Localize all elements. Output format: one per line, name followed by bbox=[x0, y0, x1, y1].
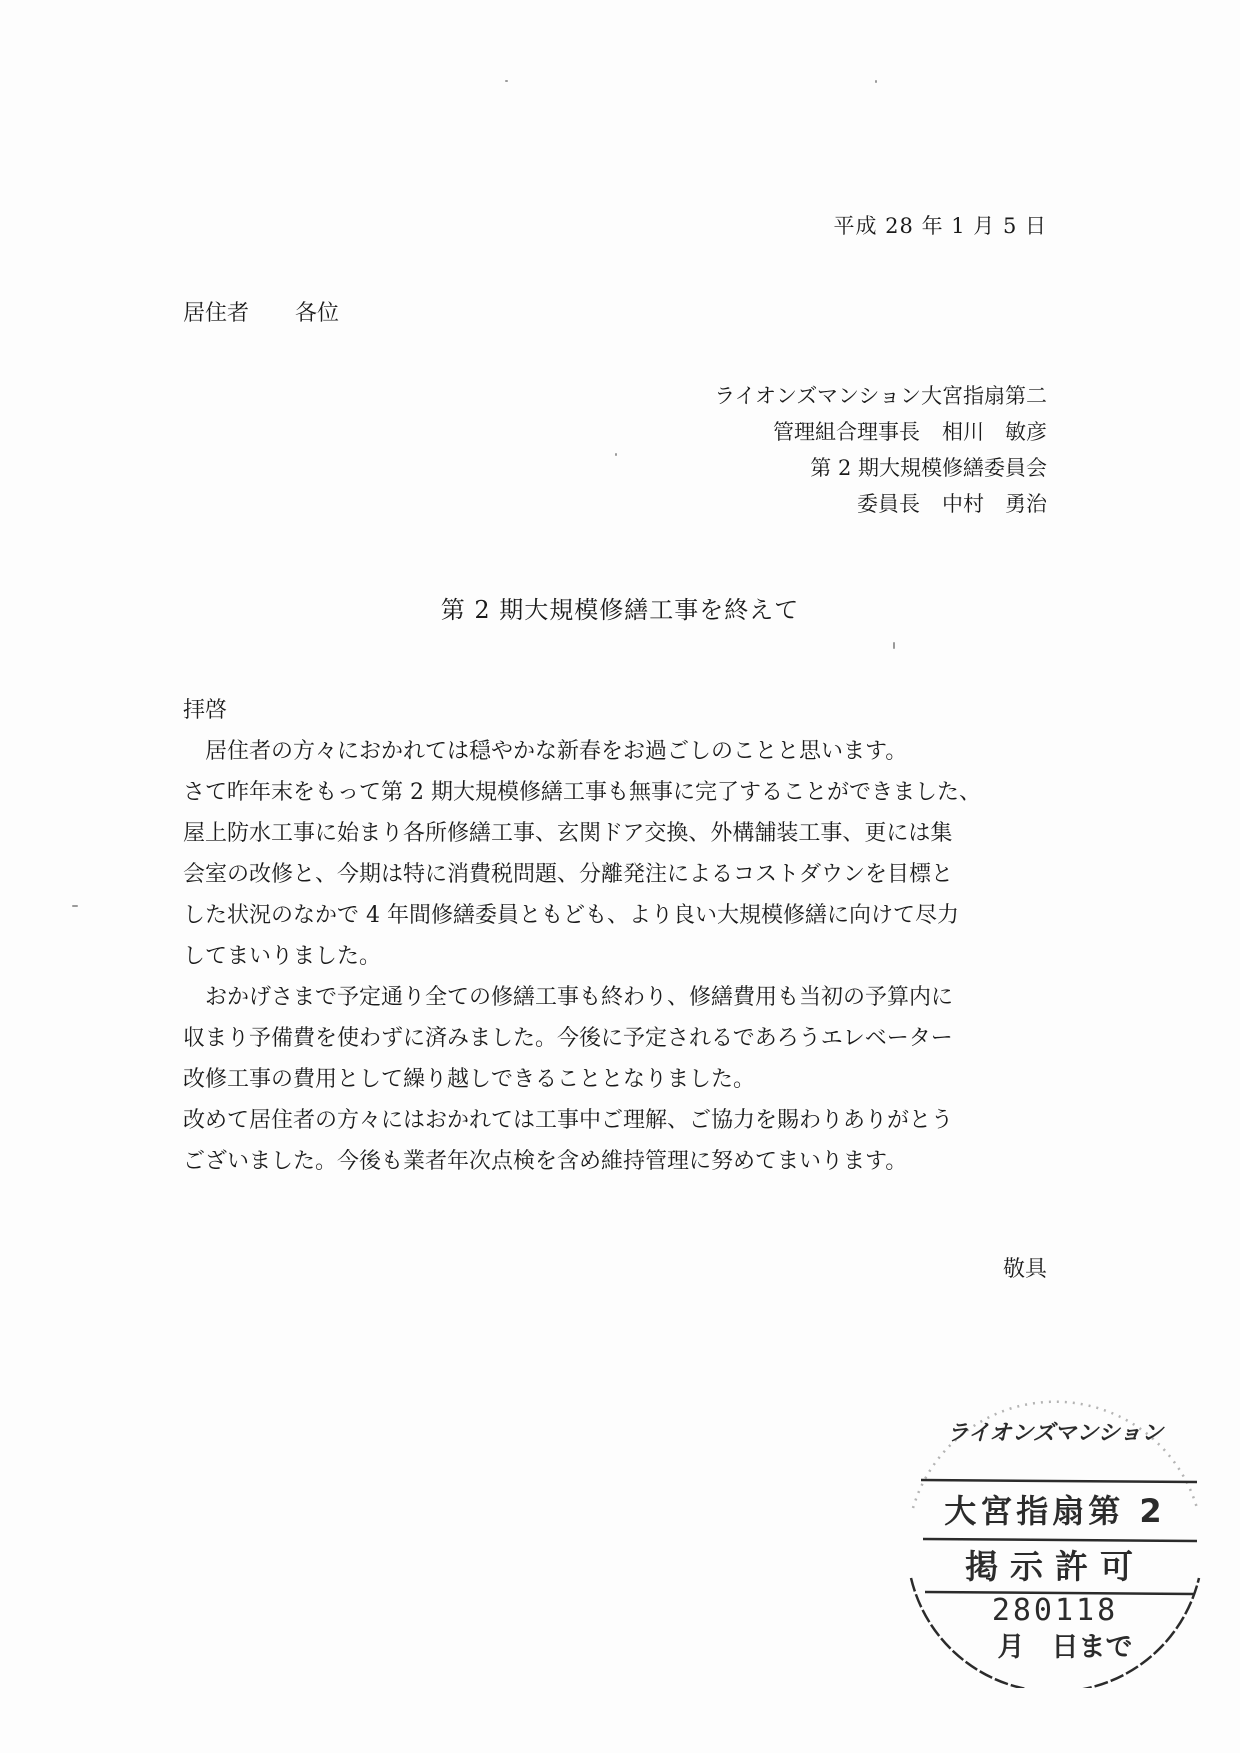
stamp-line1: 大宮指扇第 2 bbox=[944, 1492, 1166, 1530]
stamp-number: 280118 bbox=[991, 1593, 1119, 1628]
letter-date: 平成 28 年 1 月 5 日 bbox=[833, 214, 1047, 238]
scan-speck bbox=[72, 905, 78, 907]
body-line: した状況のなかで 4 年間修繕委員ともども、より良い大規模修繕に向けて尽力 bbox=[183, 903, 959, 928]
scan-speck bbox=[505, 80, 508, 82]
body-line: ございました。今後も業者年次点検を含め維持管理に努めてまいります。 bbox=[183, 1149, 908, 1174]
approval-stamp bbox=[905, 1388, 1205, 1688]
scan-speck bbox=[893, 642, 895, 649]
scan-speck bbox=[875, 80, 877, 83]
sender-block bbox=[714, 378, 1047, 522]
addressee bbox=[183, 296, 339, 327]
stamp-line2: 掲示許可 bbox=[965, 1547, 1145, 1586]
body-line: おかげさまで予定通り全ての修繕工事も終わり、修繕費用も当初の予算内に bbox=[205, 985, 954, 1010]
letter-body bbox=[183, 690, 1063, 1182]
body-line: 拝啓 bbox=[183, 698, 228, 723]
sender-committee-name: 中村 勇治 bbox=[942, 492, 1047, 516]
sender-association: ライオンズマンション大宮指扇第二 bbox=[714, 384, 1047, 408]
sender-chair bbox=[714, 414, 1047, 450]
sender-committee: 第 2 期大規模修繕委員会 bbox=[810, 456, 1047, 480]
body-line: 会室の改修と、今期は特に消費税問題、分離発注によるコストダウンを目標と bbox=[183, 862, 954, 887]
body-line: してまいりました。 bbox=[183, 944, 382, 969]
letter-closing: 敬具 bbox=[1002, 1257, 1047, 1282]
stamp-until: 月 日まで bbox=[997, 1632, 1133, 1663]
sender-chair-title: 管理組合理事長 bbox=[773, 420, 920, 444]
sender-committee-title: 委員長 bbox=[857, 492, 920, 516]
body-line: 居住者の方々におかれては穏やかな新春をお過ごしのことと思います。 bbox=[205, 739, 908, 764]
sender-committee-chair bbox=[714, 486, 1047, 522]
body-line: 屋上防水工事に始まり各所修繕工事、玄関ドア交換、外構舗装工事、更には集 bbox=[183, 821, 953, 846]
scan-speck bbox=[615, 453, 617, 456]
letter-title: 第 2 期大規模修繕工事を終えて bbox=[440, 596, 800, 624]
addressee-honorific: 各位 bbox=[295, 301, 340, 326]
sender-chair-name: 相川 敏彦 bbox=[942, 420, 1047, 444]
body-line: 収まり予備費を使わずに済みました。今後に予定されるであろうエレベーター bbox=[183, 1026, 953, 1051]
body-line: さて昨年末をもって第 2 期大規模修繕工事も無事に完了することができました、 bbox=[183, 780, 981, 805]
body-line: 改修工事の費用として繰り越しできることとなりました。 bbox=[183, 1067, 756, 1092]
stamp-top-arc: ライオンズマンション bbox=[946, 1421, 1164, 1446]
body-line: 改めて居住者の方々にはおかれては工事中ご理解、ご協力を賜わりありがとう bbox=[183, 1108, 954, 1133]
addressee-recipient: 居住者 bbox=[183, 301, 250, 326]
